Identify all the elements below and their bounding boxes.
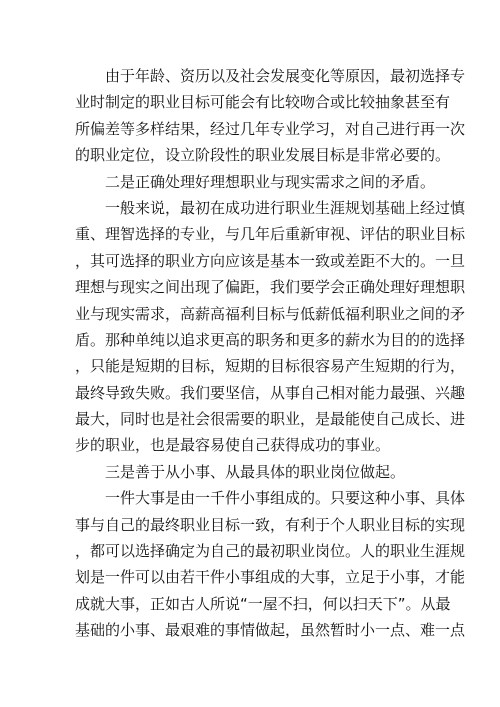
paragraph-3-line-4: 划是一件可以由若干件小事组成的大事，立足于小事，才能: [75, 568, 466, 587]
paragraph-2-line-5: 业与现实需求，高薪高福利目标与低薪低福利职业之间的矛: [75, 304, 466, 323]
paragraph-3-line-6: 基础的小事、最艰难的事情做起，虽然暂时小一点、难一点: [75, 621, 466, 640]
paragraph-2-line-4: 理想与现实之间出现了偏距，我们要学会正确处理好理想职: [75, 278, 466, 297]
paragraph-3-line-3: ，都可以选择确定为自己的最初职业岗位。人的职业生涯规: [75, 542, 466, 561]
paragraph-2-line-6: 盾。那种单纯以追求更高的职务和更多的薪水为目的的选择: [75, 330, 466, 349]
paragraph-1-line-1: 由于年龄、资历以及社会发展变化等原因，最初选择专: [105, 67, 466, 85]
paragraph-1-line-2: 业时制定的职业目标可能会有比较吻合或比较抽象甚至有: [75, 93, 451, 112]
paragraph-1-line-3: 所偏差等多样结果，经过几年专业学习，对自己进行再一次: [75, 119, 466, 138]
section-heading-2: 二是正确处理好理想职业与现实需求之间的矛盾。: [105, 172, 436, 191]
paragraph-2-line-1: 一般来说，最初在成功进行职业生涯规划基础上经过慎: [105, 198, 466, 217]
paragraph-2-line-8: 最终导致失败。我们要坚信，从事自己相对能力最强、兴趣: [75, 383, 466, 402]
paragraph-2-line-10: 步的职业，也是最容易使自己获得成功的事业。: [75, 436, 391, 455]
paragraph-3-line-5: 成就大事，正如古人所说“一屋不扫，何以扫天下”。从最: [75, 594, 451, 613]
paragraph-3-line-1: 一件大事是由一千件小事组成的。只要这种小事、具体: [105, 489, 466, 508]
document-page: [75, 63, 466, 644]
paragraph-1-line-4: 的职业定位，设立阶段性的职业发展目标是非常必要的。: [75, 146, 451, 165]
paragraph-2-line-9: 最大，同时也是社会很需要的职业，是最能使自己成长、进: [75, 410, 466, 429]
paragraph-2-line-3: ，其可选择的职业方向应该是基本一致或差距不大的。一旦: [75, 251, 466, 270]
paragraph-2-line-2: 重、理智选择的专业，与几年后重新审视、评估的职业目标: [75, 225, 466, 244]
section-heading-3: 三是善于从小事、从最具体的职业岗位做起。: [105, 462, 406, 481]
paragraph-3-line-2: 事与自己的最终职业目标一致，有利于个人职业目标的实现: [75, 515, 466, 534]
paragraph-2-line-7: ，只能是短期的目标，短期的目标很容易产生短期的行为，: [75, 357, 466, 376]
